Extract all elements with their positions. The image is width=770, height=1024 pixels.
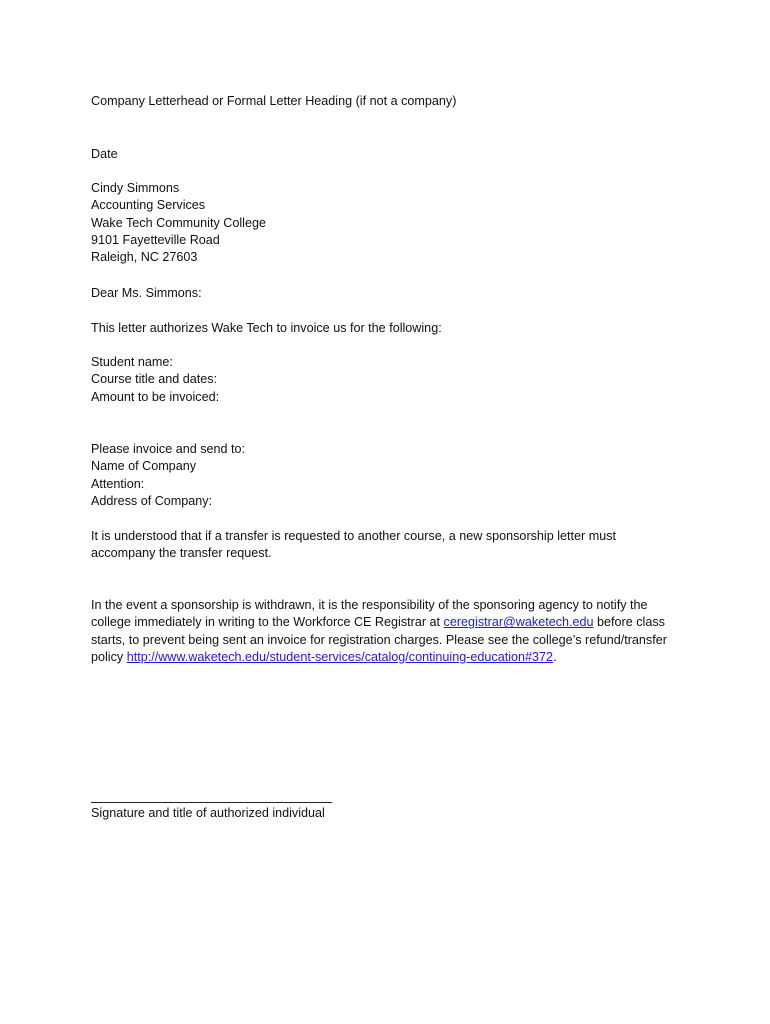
recipient-city-state-zip: Raleigh, NC 27603 — [91, 250, 198, 265]
date-label: Date — [91, 147, 118, 161]
recipient-department: Accounting Services — [91, 198, 206, 213]
attention-label: Attention: — [91, 476, 145, 491]
transfer-line-2: accompany the transfer request. — [91, 546, 272, 561]
company-address-label: Address of Company: — [91, 493, 213, 508]
policy-period: . — [553, 649, 557, 664]
authorization-statement: This letter authorizes Wake Tech to invoice us for the following: — [91, 321, 442, 335]
registrar-email-link[interactable]: ceregistrar@waketech.edu — [443, 615, 594, 630]
company-name-label: Name of Company — [91, 459, 196, 474]
withdrawal-line-4 — [91, 649, 667, 666]
course-title-dates-label: Course title and dates: — [91, 372, 218, 387]
transfer-paragraph — [91, 528, 616, 563]
withdrawal-line-1: In the event a sponsorship is withdrawn, it is the responsibility of the sponsoring agency to notify the — [91, 598, 648, 612]
withdrawal-line-2-text: college immediately in writing to the Workforce CE Registrar at — [91, 615, 444, 630]
transfer-line-1: It is understood that if a transfer is requested to another course, a new sponsorship letter must — [91, 529, 617, 543]
invoice-items — [91, 354, 219, 406]
withdrawal-line-3: starts, to prevent being sent an invoice for registration charges. Please see the college’s refund/transfer — [91, 632, 667, 647]
policy-prefix: policy — [91, 649, 127, 664]
refund-policy-link[interactable]: http://www.waketech.edu/student-services/catalog/continuing-education#372 — [126, 649, 554, 664]
letterhead-heading: Company Letterhead or Formal Letter Heading (if not a company) — [91, 94, 457, 108]
student-name-label: Student name: — [91, 355, 173, 369]
recipient-name: Cindy Simmons — [91, 181, 180, 195]
withdrawal-line-2-end: before class — [593, 615, 665, 630]
withdrawal-line-2 — [91, 614, 667, 631]
withdrawal-paragraph — [91, 597, 667, 666]
recipient-institution: Wake Tech Community College — [91, 215, 266, 230]
amount-invoiced-label: Amount to be invoiced: — [91, 389, 220, 404]
recipient-address — [91, 180, 266, 266]
signature-caption: Signature and title of authorized individual — [91, 806, 325, 820]
recipient-street: 9101 Fayetteville Road — [91, 232, 220, 247]
send-to-label: Please invoice and send to: — [91, 442, 246, 456]
send-to-block — [91, 441, 245, 510]
salutation: Dear Ms. Simmons: — [91, 286, 202, 300]
signature-line — [91, 802, 332, 803]
